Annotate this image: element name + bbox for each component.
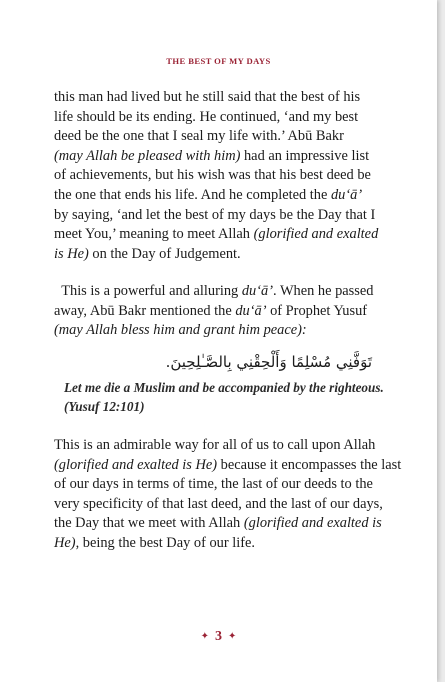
ornament-left-icon: ✦ (200, 631, 209, 642)
text-line (54, 495, 383, 515)
honorific-italic: (glorified and exalted is He) (54, 456, 218, 473)
text-run: of Prophet Yusuf (266, 302, 368, 319)
text-line (54, 456, 402, 476)
text-run: the one that ends his life. And he completed the (54, 186, 331, 203)
text-line (54, 147, 378, 167)
text-line (54, 282, 378, 302)
text-line (54, 108, 378, 128)
honorific-italic: (may Allah be pleased with him) (54, 147, 241, 164)
text-run: because it encompasses the last (217, 456, 402, 473)
dua-term-italic: du‘ā’ (235, 302, 267, 319)
text-run: meet You,’ meaning to meet Allah (54, 226, 254, 243)
honorific-italic: (glorified and exalted (253, 226, 379, 243)
text-run: by saying, ‘and let the best of my days be the Day that I (54, 206, 376, 223)
text-run: away, Abū Bakr mentioned the (54, 302, 236, 319)
text-run: life should be its ending. He continued, ‘and my best (54, 108, 359, 125)
dua-term-italic: du‘ā’ (330, 186, 363, 203)
text-run: of achievements, but his wish was that his best deed be (54, 167, 371, 184)
page-number: 3 (215, 629, 222, 644)
text-run: , being the best Day of our life. (75, 534, 256, 551)
paragraph-1 (54, 88, 378, 264)
text-run: This is a powerful and alluring (61, 283, 242, 299)
text-line (54, 321, 378, 341)
text-line (54, 302, 378, 322)
arabic-verse: تَوَفَّنِي مُسْلِمًا وَأَلْحِقْنِي بِالصَّـٰلِحِينَ. (165, 353, 372, 371)
verse-translation (64, 378, 384, 416)
text-line (54, 127, 378, 147)
text-line (54, 436, 378, 456)
text-line (54, 475, 378, 495)
text-run: very specificity of that last deed, and the last of our days, (54, 495, 383, 512)
text-line (54, 514, 382, 534)
honorific-italic: is He) (54, 245, 89, 262)
text-line (54, 206, 378, 226)
translation-line: Let me die a Muslim and be accompanied by the righteous. (64, 380, 384, 395)
text-line (54, 245, 378, 265)
text-run: of our days in terms of time, the last of our deeds to the (54, 476, 373, 493)
honorific-italic: (may Allah bless him and grant him peace): (54, 322, 307, 339)
text-line (54, 88, 378, 108)
ornament-right-icon: ✦ (228, 631, 237, 642)
text-run: the Day that we meet with Allah (54, 515, 244, 532)
text-run: . When he passed (273, 283, 374, 299)
text-run: this man had lived but he still said that the best of his (54, 89, 361, 105)
honorific-italic: He) (54, 534, 76, 551)
running-head: THE BEST OF MY DAYS (166, 56, 271, 66)
text-line (54, 225, 378, 245)
text-run: had an impressive list (240, 147, 370, 164)
page-footer (0, 629, 437, 645)
honorific-italic: (glorified and exalted is (243, 515, 382, 532)
text-run: on the Day of Judgement. (88, 245, 241, 262)
text-line (54, 186, 378, 206)
dua-term-italic: du‘ā’ (241, 283, 274, 299)
text-run: This is an admirable way for all of us to call upon Allah (54, 437, 376, 453)
paragraph-3 (54, 436, 402, 554)
paragraph-2 (54, 282, 378, 341)
text-line (54, 166, 378, 186)
verse-reference: (Yusuf 12:101) (64, 399, 145, 414)
text-line (54, 534, 378, 554)
text-run: deed be the one that I seal my life with.’ Abū Bakr (54, 128, 344, 145)
